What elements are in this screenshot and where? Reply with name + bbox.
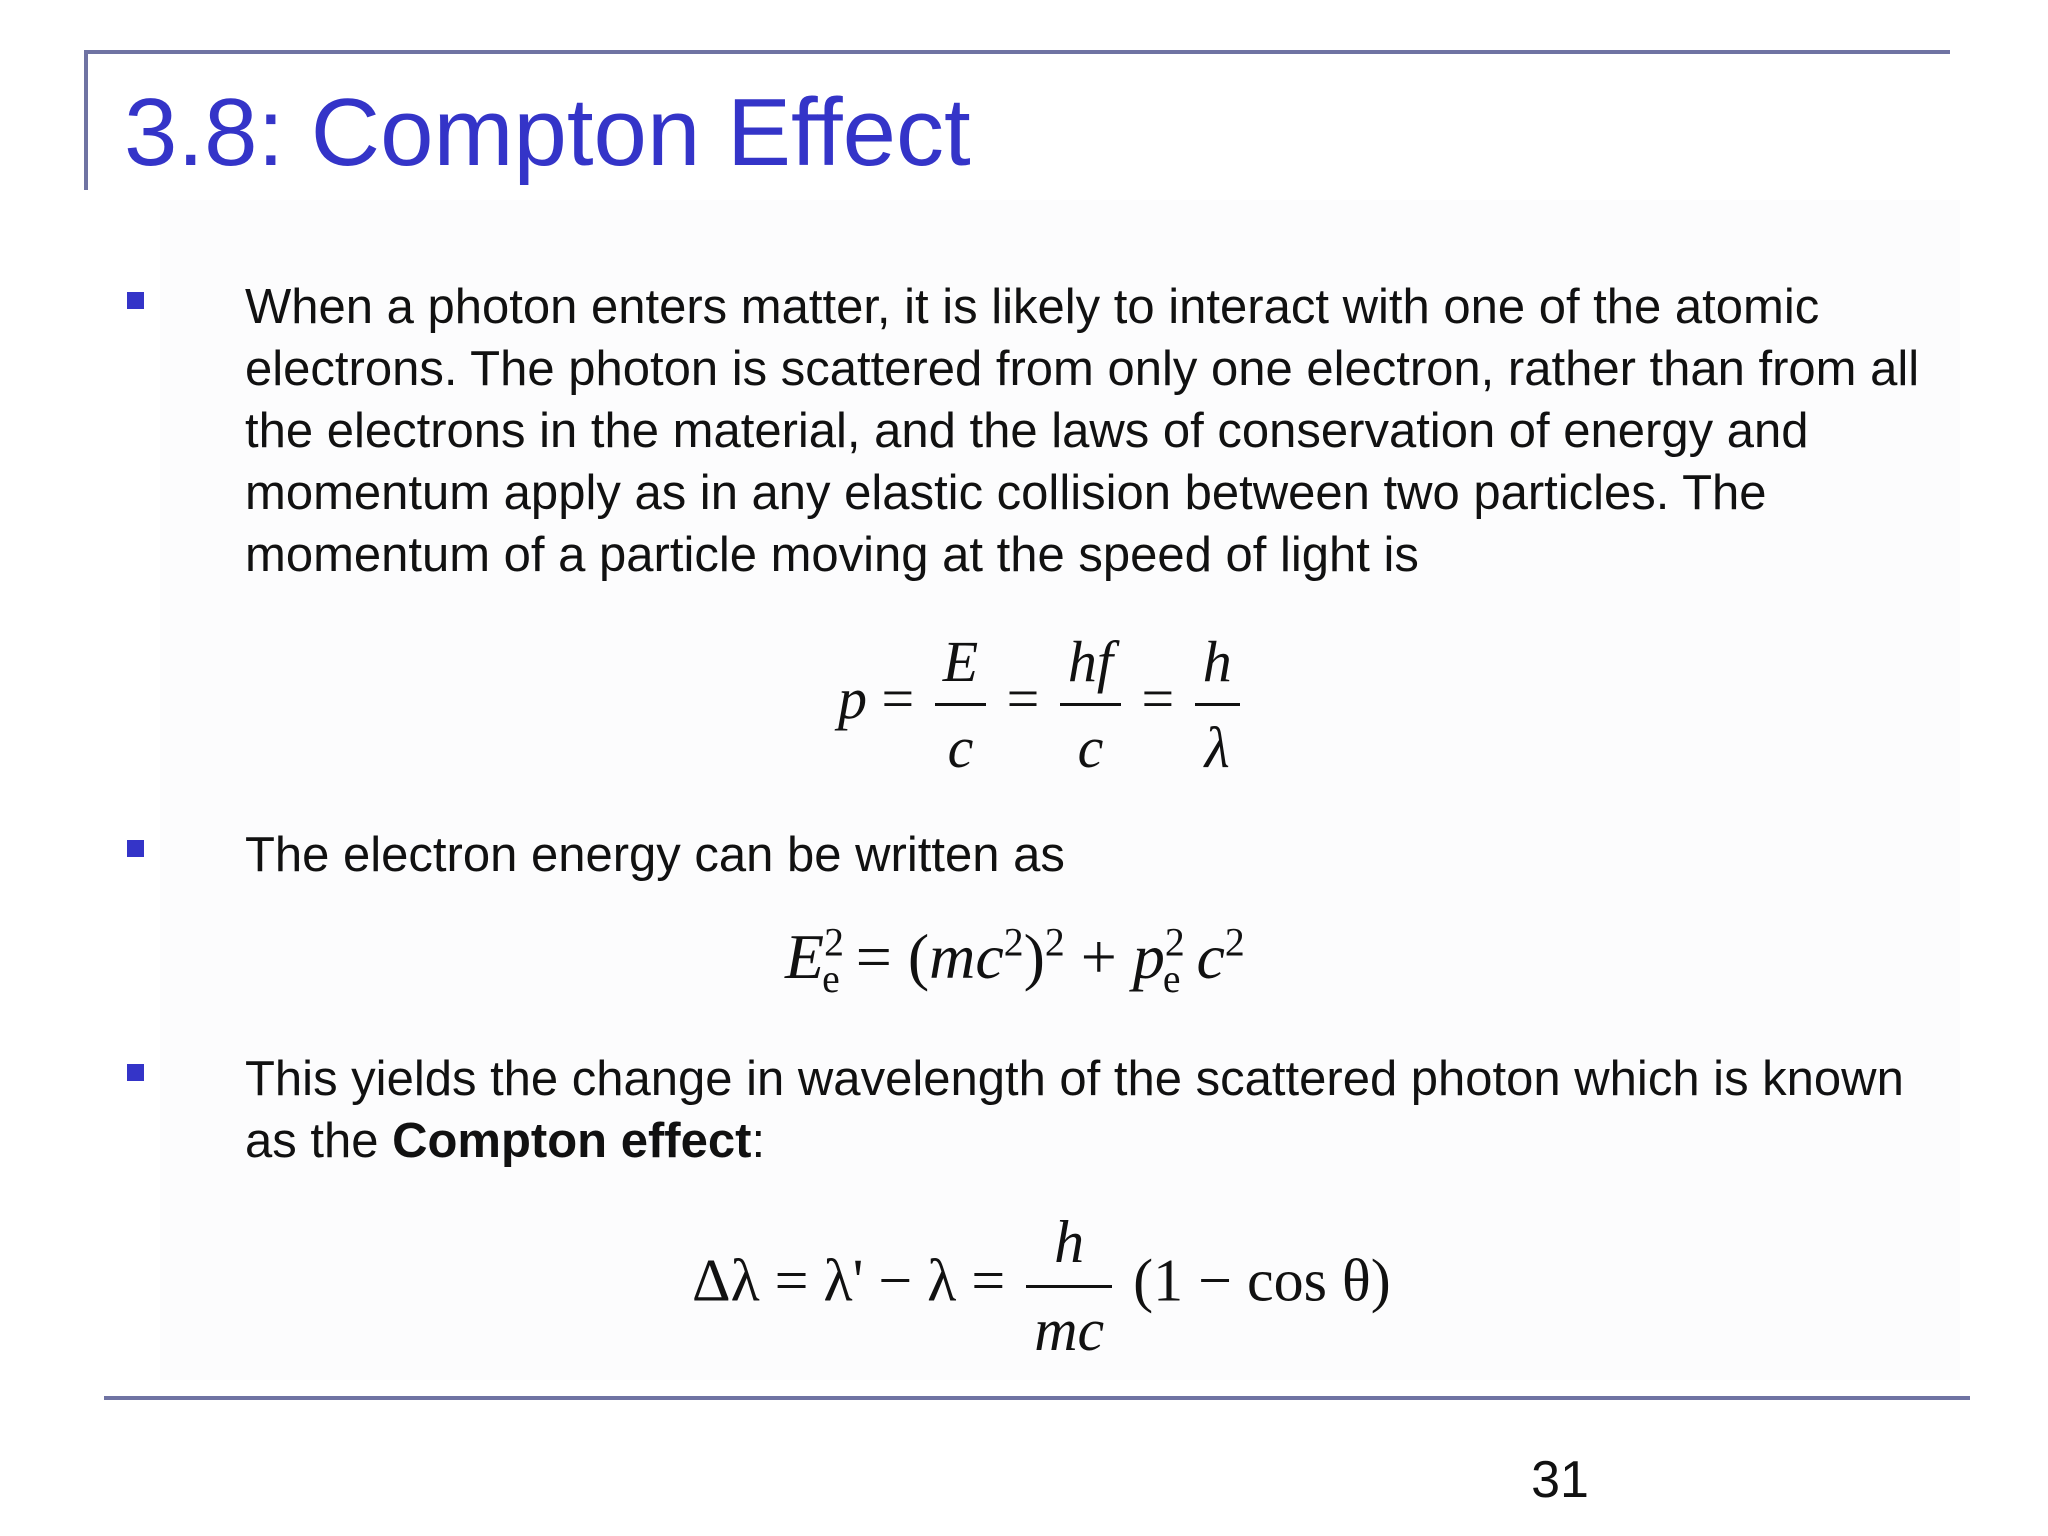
bottom-rule (104, 1396, 1970, 1400)
eq-energy-text: $E^2_e = (mc^2)^2 + p^2_e$ $c^2$ (785, 921, 1245, 1002)
title-top-rule (84, 50, 1950, 54)
bullet-text-3 (245, 1048, 1965, 1172)
equation-energy (785, 920, 1245, 1002)
bullet-text-3-after: : (751, 1114, 766, 1168)
eq-frac2-denominator: c (1060, 703, 1121, 781)
eq-momentum-fraction-2 (1060, 628, 1121, 781)
eq-frac2-numerator: hf (1067, 629, 1113, 694)
eq-momentum-fraction-1 (935, 628, 986, 781)
eq-frac3-denominator: λ (1195, 703, 1240, 781)
bullet-text-1: When a photon enters matter, it is likely to interact with one of the atomic electrons. The photon is scattered from only one electron, rather than from all the electrons in the material, and the laws of conservation of energy and momentum apply as in any elastic collision between two particles. The momentum of a particle moving at the speed of light is (245, 280, 1920, 582)
bullet-marker-2 (127, 840, 144, 857)
eq-compton-rhs: (1 − cos θ) (1133, 1247, 1391, 1314)
eq-momentum-fraction-3 (1195, 628, 1240, 781)
bullet-text-3-before: This yields the change in wavelength of the scattered photon which is known as the (245, 1052, 1904, 1168)
equation-momentum: p = $\frac{E}{c}$ = $\frac{hf}{c}$ = $\frac{h}{\lambda}$ (838, 628, 1246, 781)
eq-momentum-lhs: p (838, 665, 867, 731)
slide-title: 3.8: Compton Effect (124, 79, 971, 186)
eq-frac1-denominator: c (935, 703, 986, 781)
eq-compton-numerator: h (1054, 1209, 1085, 1275)
page-number: 31 (1531, 1451, 1589, 1509)
eq-compton-lhs: Δλ = λ' − λ = (692, 1247, 1006, 1314)
eq-frac1-numerator: E (942, 629, 979, 694)
bullet-text-3-bold: Compton effect (392, 1114, 752, 1168)
bullet-marker-3 (127, 1064, 144, 1081)
eq-compton-denominator: mc (1026, 1285, 1112, 1365)
bullet-marker-1 (127, 292, 144, 309)
eq-compton-fraction (1026, 1208, 1112, 1365)
equation-compton (692, 1208, 1391, 1365)
bullet-text-2: The electron energy can be written as (245, 828, 1065, 882)
title-left-rule (84, 50, 88, 190)
eq-frac3-numerator: h (1202, 629, 1232, 694)
